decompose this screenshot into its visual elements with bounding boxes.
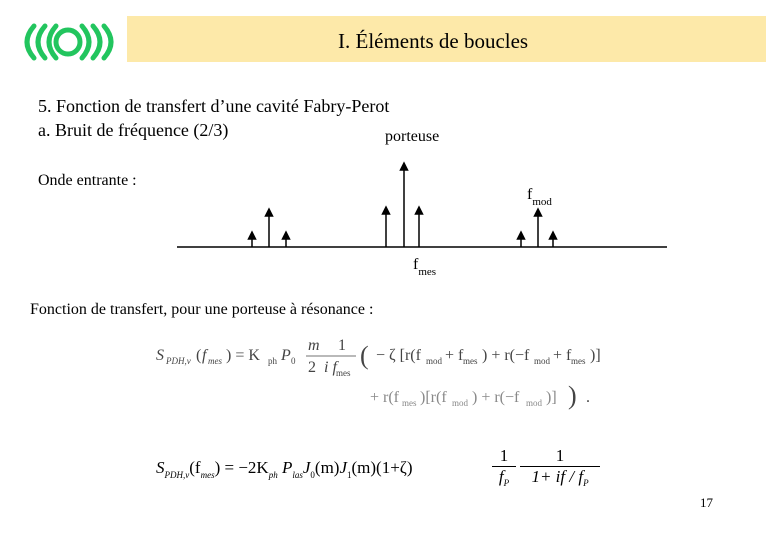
incoming-wave-label: Onde entrante : (38, 172, 137, 189)
spectral-line-arrowhead-9 (550, 232, 557, 239)
spectral-line-arrowhead-7 (518, 232, 525, 239)
svg-text:ph: ph (268, 356, 277, 366)
carrier-label: porteuse (385, 128, 440, 145)
spectral-line-arrowhead-5 (401, 163, 408, 170)
svg-text:mes: mes (402, 398, 417, 408)
svg-text:0: 0 (291, 356, 296, 366)
svg-text:)]: )] (546, 389, 557, 406)
subsection-heading: a. Bruit de fréquence (2/3) (38, 120, 229, 140)
svg-text:): ) (568, 381, 577, 410)
spectral-line-arrowhead-1 (249, 232, 256, 239)
fmod-label: $f_{mod}$ (527, 186, 552, 208)
spectral-line-arrowhead-6 (416, 207, 423, 214)
svg-text:(: ( (360, 341, 369, 370)
svg-text:mod: mod (426, 356, 443, 366)
transfer-function-text: Fonction de transfert, pour une porteuse à résonance : (30, 301, 374, 318)
svg-text:f: f (202, 347, 207, 364)
svg-text:(: ( (196, 347, 202, 364)
page-number: 17 (700, 495, 713, 510)
svg-text:S: S (156, 347, 164, 364)
spectral-line-arrowhead-2 (266, 209, 273, 216)
svg-text:)]: )] (590, 347, 601, 364)
svg-text:mes: mes (336, 368, 351, 378)
svg-text:PDH,ν: PDH,ν (166, 356, 191, 366)
spectral-line-arrowhead-4 (383, 207, 390, 214)
slide-title: I. Éléments de boucles (338, 29, 529, 53)
svg-text:.: . (586, 389, 590, 406)
equation-2: $S_{PDH,\nu}(f_{mes}) = -2K_{ph}$ $P_{las}J_0(m)J_1(m)(1+\zeta)$ 1 $f_P$ 1 1+ if / $f_P$ (156, 446, 606, 498)
svg-text:mes: mes (463, 356, 478, 366)
svg-text:) + r(−f: ) + r(−f (472, 389, 520, 406)
svg-text:mod: mod (534, 356, 551, 366)
spectral-line-arrowhead-8 (535, 209, 542, 216)
svg-text:− ζ [r(f: − ζ [r(f (376, 347, 421, 364)
svg-text:+ r(f: + r(f (370, 389, 400, 406)
section-heading: 5. Fonction de transfert d’une cavité Fabry-Perot (38, 96, 390, 116)
svg-text:1: 1 (338, 337, 346, 354)
svg-text:P: P (281, 347, 291, 364)
svg-text:2: 2 (308, 359, 316, 376)
svg-text:mes: mes (208, 356, 222, 366)
svg-text:) = K: ) = K (226, 347, 260, 364)
fmes-label: $f_{mes}$ (413, 256, 437, 278)
svg-text:i f: i f (324, 359, 337, 376)
spectral-line-arrowhead-3 (283, 232, 290, 239)
svg-text:) + r(−f: ) + r(−f (482, 347, 530, 364)
svg-text:+ f: + f (445, 347, 464, 364)
svg-text:)[r(f: )[r(f (420, 389, 447, 406)
svg-text:mod: mod (526, 398, 543, 408)
equation-1-image (150, 332, 670, 412)
svg-text:mod: mod (452, 398, 469, 408)
svg-text:m: m (308, 337, 320, 354)
svg-text:mes: mes (571, 356, 586, 366)
svg-text:+ f: + f (553, 347, 572, 364)
